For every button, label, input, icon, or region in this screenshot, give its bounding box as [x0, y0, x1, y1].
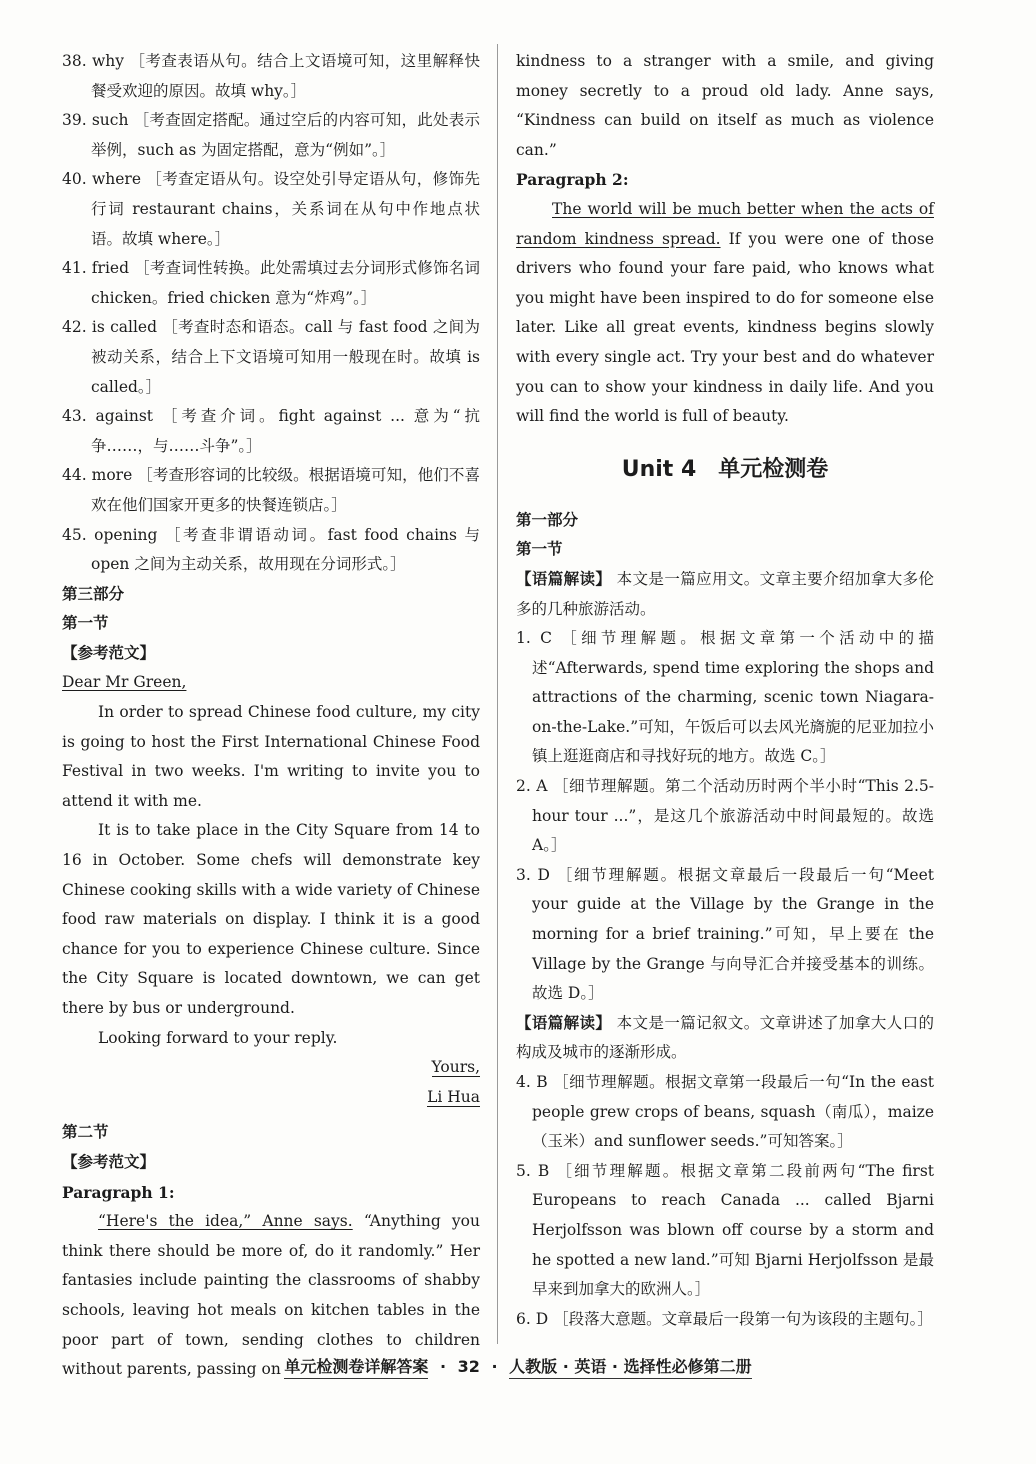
paragraph-1-label: Paragraph 1:	[62, 1182, 175, 1202]
answer-item-1: 1. C ［细节理解题。根据文章第一个活动中的描述“Afterwards, spend time exploring the shops and attractions of the charming, scenic town Niagara-on-the-Lake.”可知，午饭后可以去风光旖旎的尼亚加拉小镇上逛逛商店和寻找好玩的地方。故选 C。］	[516, 629, 934, 766]
letter-signature: Li Hua	[427, 1087, 480, 1106]
footer-right-text: 人教版 · 英语 · 选择性必修第二册	[509, 1357, 751, 1379]
answer-item-40: 40. where ［考查定语从句。设空处引导定语从句，修饰先行词 restaurant chains，关系词在从句中作地点状语。故填 where。］	[62, 170, 480, 248]
answer-item-2: 2. A ［细节理解题。第二个活动历时两个半小时“This 2.5-hour tour ...”，是这几个旅游活动中时间最短的。故选 A。］	[516, 777, 934, 855]
page-number: 32	[457, 1357, 480, 1376]
passage-analysis-2: 【语篇解读】 本文是一篇记叙文。文章讲述了加拿大人口的构成及城市的逐渐形成。	[516, 1013, 934, 1062]
part-3-heading: 第三部分	[62, 584, 125, 603]
section-2-heading: 第二节	[62, 1123, 109, 1142]
answer-item-3: 3. D ［细节理解题。根据文章最后一段最后一句“Meet your guide at the Village by the Grange in the morning for a brief training.”可知，早上要在 the Village by the Grange 与向导汇合并接受基本的训练。故选 D。］	[516, 865, 934, 1003]
letter-paragraph-3: Looking forward to your reply.	[98, 1028, 338, 1047]
footer-separator-2: ·	[491, 1357, 498, 1376]
answer-item-6: 6. D ［段落大意题。文章最后一段第一句为该段的主题句。］	[516, 1309, 933, 1328]
reference-essay-label: 【参考范文】	[62, 643, 156, 662]
footer-left-text: 单元检测卷详解答案	[284, 1357, 428, 1379]
continuation-paragraph-1: “Here's the idea,” Anne says. “Anything you think there should be more of, do it randomly.” Her fantasies include painting the classrooms of shabby schools, leaving hot meals on kitchen tables in the poor part of town, sending clothes to children without parents, passing on	[62, 1212, 480, 1379]
answer-item-38: 38. why ［考查表语从句。结合上文语境可知，这里解释快餐受欢迎的原因。故填 why。］	[62, 52, 480, 100]
answer-item-45: 45. opening ［考查非谓语动词。fast food chains 与 open 之间为主动关系，故用现在分词形式。］	[62, 525, 480, 574]
answer-item-4: 4. B ［细节理解题。根据文章第一段最后一句“In the east people grew crops of beans, squash（南瓜），maize（玉米）and sunflower seeds.”可知答案。］	[516, 1073, 934, 1151]
unit-title: Unit 4 单元检测卷	[621, 456, 829, 482]
letter-paragraph-1: In order to spread Chinese food culture, my city is going to host the First International Chinese Food Festival in two weeks. I'm writing to invite you to attend it with me.	[62, 703, 480, 810]
section-1-heading-right: 第一节	[516, 540, 563, 559]
footer-separator: ·	[439, 1357, 447, 1376]
letter-salutation: Dear Mr Green,	[62, 673, 187, 692]
reference-essay-label-2: 【参考范文】	[62, 1152, 156, 1171]
left-column	[62, 47, 480, 1385]
answer-item-43: 43. against ［考查介词。fight against ... 意为“抗争……，与……斗争”。］	[62, 407, 480, 455]
letter-closing: Yours,	[431, 1058, 480, 1077]
continuation-paragraph-1-cont: kindness to a stranger with a smile, and giving money secretly to a proud old lady. Anne says, “Kindness can build on itself as much as violence can.”	[516, 52, 934, 159]
letter-paragraph-2: It is to take place in the City Square from 14 to 16 in October. Some chefs will demonstrate key Chinese cooking skills with a wide variety of Chinese food raw materials on display. I think it is a good chance for you to experience Chinese culture. Since the City Square is located downtown, we can get there by bus or underground.	[62, 821, 480, 1017]
answer-item-5: 5. B ［细节理解题。根据文章第二段前两句“The first Europeans to reach Canada ... called Bjarni Herjolfsson was blown off course by a storm and he spotted a new land.”可知 Bjarni Herjolfsson 是最早来到加拿大的欧洲人。］	[516, 1161, 935, 1299]
continuation-paragraph-2: The world will be much better when the acts of random kindness spread. If you were one of those drivers who found your fare paid, who knows what you might have been inspired to do for someone else later. Like all great events, kindness begins slowly with every single act. Try your best and do whatever you can to show your kindness in daily life. And you will find the world is full of beauty.	[516, 199, 934, 426]
page-footer	[0, 1352, 1036, 1382]
paragraph-2-label: Paragraph 2:	[516, 170, 629, 190]
right-column	[516, 47, 934, 1334]
answer-item-41: 41. fried ［考查词性转换。此处需填过去分词形式修饰名词 chicken。fried chicken 意为“炸鸡”。］	[62, 259, 480, 307]
answer-item-39: 39. such ［考查固定搭配。通过空后的内容可知，此处表示举例，such as 为固定搭配，意为“例如”。］	[62, 111, 480, 159]
section-1-heading: 第一节	[62, 614, 109, 633]
column-divider	[497, 44, 498, 1344]
part-1-heading: 第一部分	[516, 510, 579, 529]
answer-item-44: 44. more ［考查形容词的比较级。根据语境可知，他们不喜欢在他们国家开更多的快餐连锁店。］	[62, 466, 480, 514]
passage-analysis-1: 【语篇解读】 本文是一篇应用文。文章主要介绍加拿大多伦多的几种旅游活动。	[516, 569, 934, 618]
answer-item-42: 42. is called ［考查时态和语态。call 与 fast food 之间为被动关系，结合上下文语境可知用一般现在时。故填 is called。］	[62, 318, 480, 396]
